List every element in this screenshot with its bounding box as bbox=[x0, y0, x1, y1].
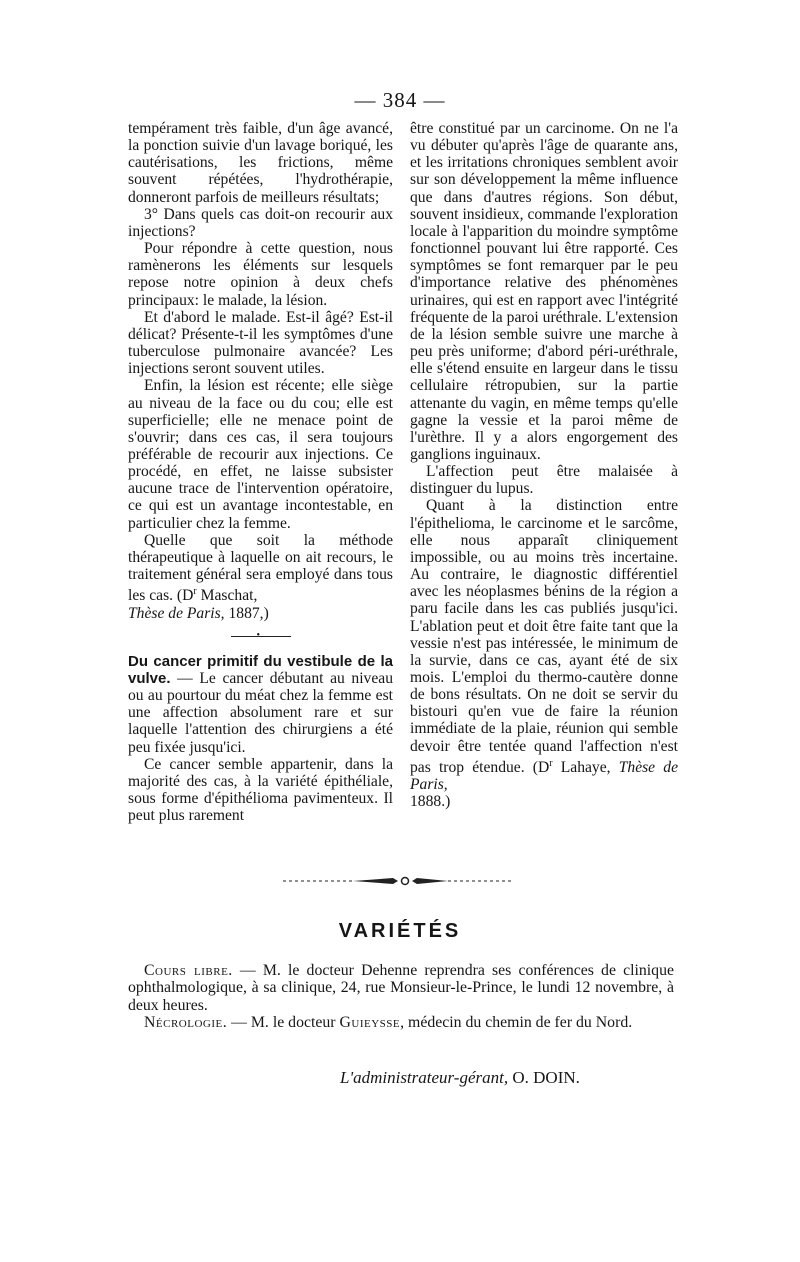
paragraph bbox=[128, 532, 393, 622]
person-name: Guieysse bbox=[339, 1014, 401, 1031]
ornament-divider bbox=[283, 874, 513, 888]
notice-label: Cours libre. bbox=[144, 962, 233, 979]
superscript: r bbox=[549, 757, 553, 769]
paragraph: être constitué par un carcinome. On ne l'a vu débuter qu'après l'âge de quarante ans, et les irritations chroniques semblent avoir sur son développement la même influence que dans d'autres régions. Son début, souvent insidieux, commande l'exploration locale à l'apparition du moindre symptôme fonctionnel pouvant lui être rapporté. Ces symptômes se font remarquer par le peu d'importance relative des phénomènes urinaires, qui est en rapport avec l'intégrité fréquente de la paroi uréthrale. L'extension de la lésion semble suivre une marche à peu près uniforme; d'abord péri-uréthrale, elle s'étend ensuite en largeur dans le tissu cellulaire rétropubien, sur la partie attenante du vagin, en même temps qu'elle gagne la vessie et la paroi même de l'urèthre. Il y a alors engorgement des ganglions inguinaux. bbox=[410, 120, 678, 463]
page-number: — 384 — bbox=[354, 88, 446, 112]
paragraph: Et d'abord le malade. Est-il âgé? Est-il délicat? Présente-t-il les symptômes d'une tuberculose pulmonaire avancée? Les injections seront souvent utiles. bbox=[128, 308, 393, 378]
signature bbox=[340, 1068, 670, 1088]
superscript: r bbox=[193, 586, 197, 598]
paragraph-text: Quant à la distinction entre l'épithelioma, le carcinome et le sarcôme, elle nous apparaît cliniquement impossible, ou au moins très incertaine. Au contraire, le diagnostic différentiel avec les néoplasmes bénins de la région a paru facile dans les cas publiés jusqu'ici. L'ablation peut et doit être faite tant que la vessie n'est pas intéressée, le minimum de la survie, dans ce cas, ayant été de six mois. L'emploi du thermo-cautère donne de bons résultats. On ne doit se servir du bistouri qu'en vue de faire la réunion immédiate de la plaie, réunion qui semble devoir être tentée quand l'affection n'est pas trop étendue. (D bbox=[410, 497, 678, 776]
citation: Thèse de Paris, bbox=[410, 758, 678, 794]
notice-label: Nécrologie. bbox=[144, 1014, 228, 1031]
paragraph: Ce cancer semble appartenir, dans la majorité des cas, à la variété épithéliale, sous forme d'épithélioma pavimenteux. Il peut plus rarement bbox=[128, 755, 393, 825]
author-name: Maschat, bbox=[196, 587, 258, 605]
signature-role: L'administrateur-gérant, bbox=[340, 1068, 509, 1087]
paragraph: tempérament très faible, d'un âge avancé, la ponction suivie d'un lavage boriqué, les cautérisations, les frictions, même souvent répétées, l'hydrothérapie, donneront parfois de meilleurs résultats; bbox=[128, 120, 393, 206]
right-column bbox=[410, 120, 678, 810]
paragraph: L'affection peut être malaisée à distinguer du lupus. bbox=[410, 463, 678, 498]
paragraph: Pour répondre à cette question, nous ramènerons les éléments sur lesquels repose notre opinion à deux chefs principaux: le malade, la lésion. bbox=[128, 240, 393, 309]
paragraph: 3° Dans quels cas doit-on recourir aux injections? bbox=[128, 205, 393, 240]
paragraph-text: — Le cancer débutant au niveau ou au pourtour du méat chez la femme est une affection absolument rare et sur laquelle l'attention des chirurgiens a été peu fixée jusqu'ici. bbox=[128, 669, 393, 756]
paragraph-text: Quelle que soit la méthode thérapeutique à laquelle on ait recours, le traitement général sera employé dans tous les cas. (D bbox=[128, 531, 393, 605]
separator-rule: • bbox=[231, 636, 291, 637]
citation: Thèse de Paris, bbox=[128, 604, 225, 622]
section-title: VARIÉTÉS bbox=[338, 920, 462, 942]
left-column bbox=[128, 120, 393, 824]
signature-name: O. DOIN. bbox=[508, 1068, 580, 1087]
notice-text: — M. le docteur Dehenne reprendra ses conférences de clinique ophthalmologique, à sa clinique, 24, rue Monsieur-le-Prince, le lundi 12 novembre, à deux heures. bbox=[128, 962, 674, 1014]
paragraph bbox=[410, 497, 678, 810]
article-title: Du cancer primitif du vestibule de la vulve. bbox=[128, 652, 393, 687]
citation-year: 1888.) bbox=[410, 793, 451, 811]
paragraph bbox=[128, 653, 393, 756]
paragraph: Enfin, la lésion est récente; elle siège au niveau de la face ou du cou; elle est superficielle; elle ne menace point de s'ouvrir; dans ces cas, il sera toujours préférable de recourir aux injections. Ce procédé, en effet, ne laisse subsister aucune trace de l'intervention opératoire, ce qui est un avantage incontestable, en particulier chez la femme. bbox=[128, 377, 393, 532]
notice-text: , médecin du chemin de fer du Nord. bbox=[400, 1014, 633, 1031]
notice-cours-libre bbox=[128, 962, 674, 1014]
citation-year: 1887,) bbox=[224, 604, 269, 622]
author-name: Lahaye, bbox=[552, 758, 611, 776]
notice-necrologie bbox=[128, 1014, 674, 1031]
notice-text: — M. le docteur bbox=[227, 1014, 340, 1031]
